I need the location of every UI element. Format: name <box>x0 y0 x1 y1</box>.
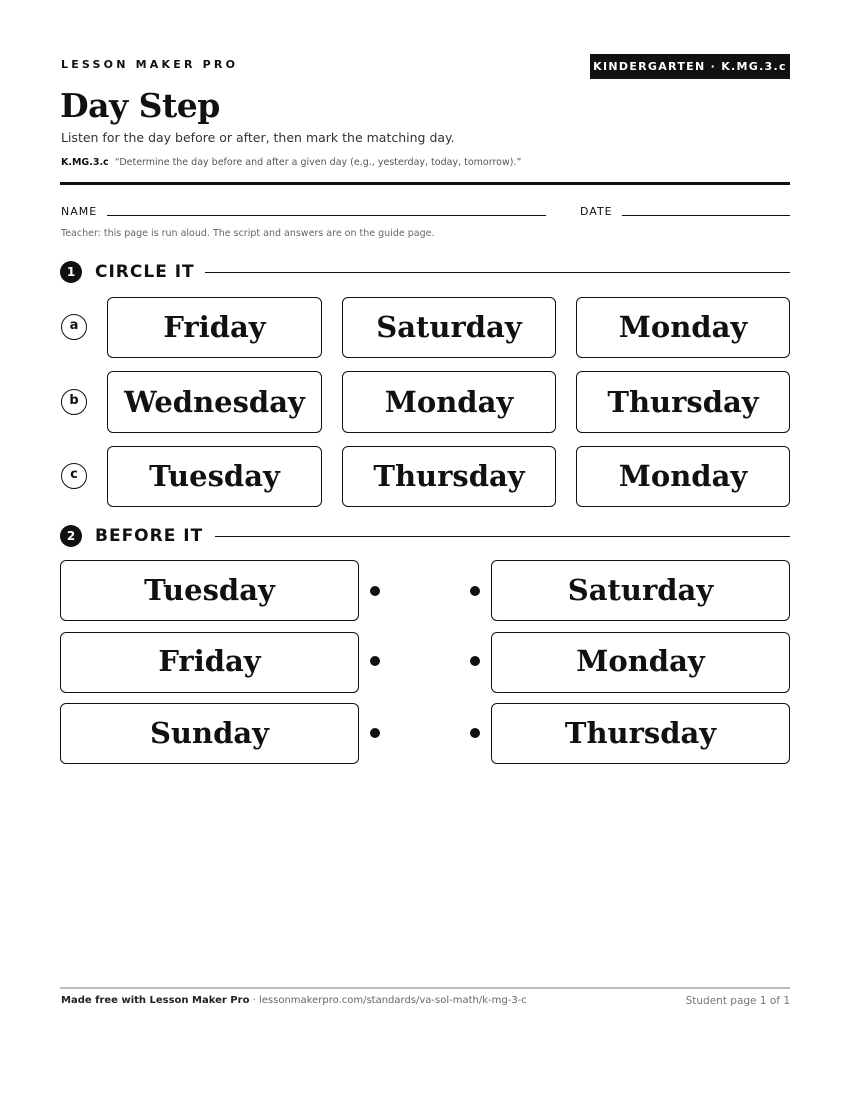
choice-label: Friday <box>163 310 266 344</box>
match-left-3[interactable] <box>60 703 359 764</box>
date-field[interactable] <box>622 215 790 216</box>
choice-label: Monday <box>384 385 514 419</box>
page-subtitle: Listen for the day before or after, then mark the matching day. <box>61 130 455 145</box>
choice-b-2[interactable] <box>342 371 556 433</box>
row-label-b: b <box>61 389 87 415</box>
section-2-header <box>60 525 790 547</box>
section-1-rule <box>205 272 790 273</box>
choice-c-2[interactable] <box>342 446 556 507</box>
row-label-c: c <box>61 463 87 489</box>
header-divider <box>60 182 790 185</box>
match-left-1[interactable] <box>60 560 359 621</box>
match-dot-right-1[interactable] <box>470 586 480 596</box>
choice-label: Saturday <box>376 310 522 344</box>
match-label: Monday <box>576 644 705 678</box>
match-label: Sunday <box>149 716 270 750</box>
choice-c-3[interactable] <box>576 446 790 507</box>
teacher-note: Teacher: this page is run aloud. The script and answers are on the guide page. <box>61 228 435 239</box>
match-label: Friday <box>158 644 261 678</box>
footer-credit <box>61 995 527 1006</box>
standard-code: K.MG.3.c <box>61 157 109 168</box>
match-label: Thursday <box>564 716 717 750</box>
match-left-2[interactable] <box>60 632 359 693</box>
choice-b-3[interactable] <box>576 371 790 433</box>
section-1-title: CIRCLE IT <box>95 262 205 282</box>
date-label: DATE <box>580 205 613 218</box>
footer-url[interactable]: · lessonmakerpro.com/standards/va-sol-math/k-mg-3-c <box>252 995 527 1006</box>
match-dot-left-3[interactable] <box>370 728 380 738</box>
section-1-number: 1 <box>60 261 82 283</box>
choice-c-1[interactable] <box>107 446 322 507</box>
choice-label: Thursday <box>373 459 525 493</box>
match-label: Tuesday <box>144 573 275 607</box>
choice-a-2[interactable] <box>342 297 556 358</box>
footer-made-with: Made free with Lesson Maker Pro <box>61 995 250 1006</box>
footer-divider <box>60 987 790 989</box>
match-right-3[interactable] <box>491 703 790 764</box>
choice-label: Monday <box>618 459 748 493</box>
match-right-2[interactable] <box>491 632 790 693</box>
standard-line <box>61 157 521 168</box>
section-2-title: BEFORE IT <box>95 526 213 546</box>
page-title: Day Step <box>60 86 220 125</box>
section-2-rule <box>215 536 790 537</box>
match-label: Saturday <box>567 573 714 607</box>
section-1-header <box>60 261 790 283</box>
grade-standard-badge: KINDERGARTEN · K.MG.3.c <box>590 54 790 79</box>
choice-label: Monday <box>618 310 748 344</box>
choice-a-1[interactable] <box>107 297 322 358</box>
match-right-1[interactable] <box>491 560 790 621</box>
choice-label: Wednesday <box>124 385 305 419</box>
footer-page-number: Student page 1 of 1 <box>685 995 790 1007</box>
row-label-a: a <box>61 314 87 340</box>
choice-label: Thursday <box>607 385 759 419</box>
match-dot-right-3[interactable] <box>470 728 480 738</box>
choice-b-1[interactable] <box>107 371 322 433</box>
match-dot-left-1[interactable] <box>370 586 380 596</box>
name-label: NAME <box>61 205 98 218</box>
match-dot-left-2[interactable] <box>370 656 380 666</box>
choice-label: Tuesday <box>149 459 280 493</box>
standard-text: “Determine the day before and after a given day (e.g., yesterday, today, tomorrow).” <box>114 157 522 168</box>
name-field[interactable] <box>107 215 546 216</box>
match-dot-right-2[interactable] <box>470 656 480 666</box>
choice-a-3[interactable] <box>576 297 790 358</box>
section-2-number: 2 <box>60 525 82 547</box>
brand-name: LESSON MAKER PRO <box>61 58 239 71</box>
